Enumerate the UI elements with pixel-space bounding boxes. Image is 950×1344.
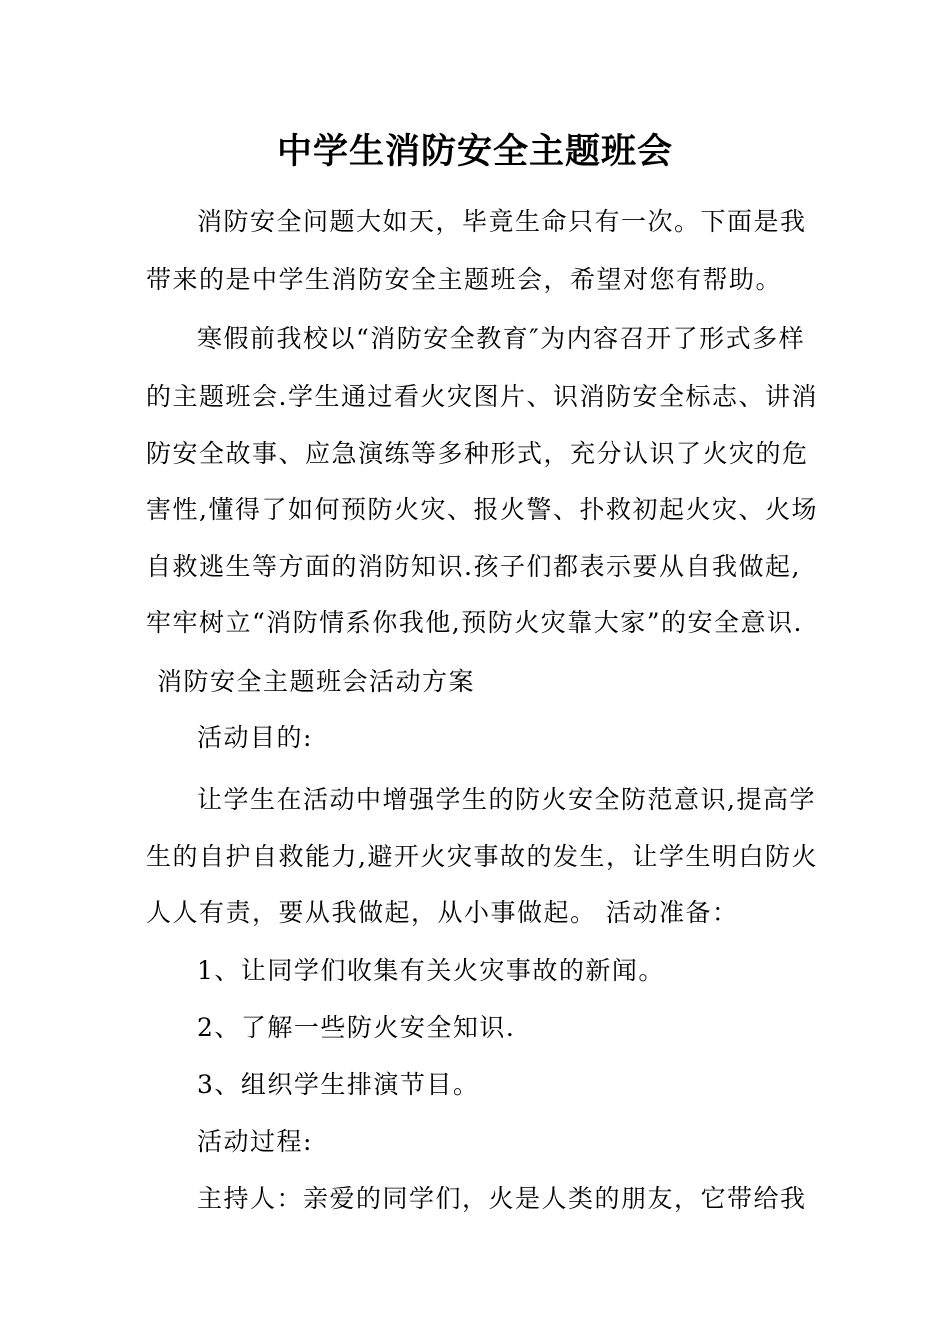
document-title: 中学生消防安全主题班会 <box>276 131 673 172</box>
paragraph-line: 自救逃生等方面的消防知识.孩子们都表示要从自我做起, <box>146 552 801 581</box>
section-label: 活动目的: <box>197 723 313 752</box>
paragraph-line: 寒假前我校以“消防安全教育″为内容召开了形式多样 <box>197 324 806 353</box>
list-item: 2、了解一些防火安全知识. <box>197 1013 516 1042</box>
list-item: 3、组织学生排演节目。 <box>197 1070 480 1099</box>
paragraph-line: 生的自护自救能力,避开火灾事故的发生，让学生明白防火 <box>146 842 818 871</box>
paragraph-line: 害性,懂得了如何预防火灾、报火警、扑救初起火灾、火场 <box>146 495 818 524</box>
intro-line-1: 消防安全问题大如天，毕竟生命只有一次。下面是我 <box>197 207 807 236</box>
paragraph-line: 主持人：亲爱的同学们，火是人类的朋友，它带给我 <box>197 1184 807 1213</box>
paragraph-line: 牢牢树立“消防情系你我他,预防火灾靠大家”的安全意识. <box>146 608 803 637</box>
intro-line-2: 带来的是中学生消防安全主题班会，希望对您有帮助。 <box>146 265 783 294</box>
section-heading: 消防安全主题班会活动方案 <box>157 667 476 696</box>
paragraph-line: 人人有责，要从我做起，从小事做起。 活动准备： <box>146 898 739 927</box>
paragraph-line: 防安全故事、应急演练等多种形式，充分认识了火灾的危 <box>146 439 809 468</box>
list-item: 1、让同学们收集有关火灾事故的新闻。 <box>197 956 665 985</box>
paragraph-line: 让学生在活动中增强学生的防火安全防范意识,提高学 <box>197 785 816 814</box>
section-label: 活动过程: <box>197 1127 313 1156</box>
paragraph-line: 的主题班会.学生通过看火灾图片、识消防安全标志、讲消 <box>146 382 818 411</box>
